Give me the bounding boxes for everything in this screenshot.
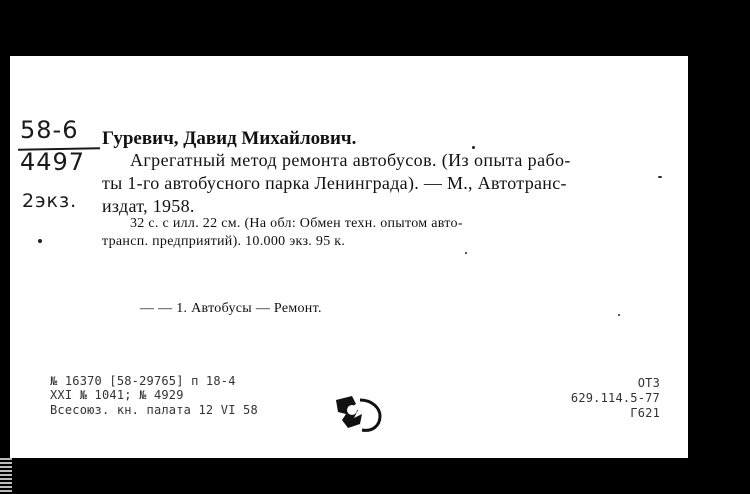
collation-line: 32 с. с илл. 22 см. (На обл: Обмен техн. опытом авто- bbox=[130, 216, 463, 231]
dust-speck bbox=[618, 314, 620, 316]
dust-speck bbox=[472, 146, 475, 149]
chamber-imprint: Всесоюз. кн. палата 12 VI 58 bbox=[50, 403, 258, 417]
registration-number: № 16370 [58-29765] п 18-4 bbox=[50, 374, 236, 388]
subject-tracing: — — 1. Автобусы — Ремонт. bbox=[140, 301, 322, 316]
title-line: ты 1-го автобусного парка Ленинграда). — М., Автотранс- bbox=[102, 173, 567, 193]
classification-code: ОТЗ bbox=[637, 376, 660, 390]
author-heading: Гуревич, Давид Михайлович. bbox=[102, 128, 357, 149]
handwritten-shelfmark-bottom: 4497 bbox=[20, 148, 86, 176]
scan-edge-strip bbox=[0, 458, 12, 494]
dust-speck bbox=[38, 239, 42, 243]
ink-stamp-icon bbox=[332, 394, 384, 434]
printing-number: XXI № 1041; № 4929 bbox=[50, 388, 184, 402]
title-line: Агрегатный метод ремонта автобусов. (Из опыта рабо- bbox=[130, 150, 571, 170]
imprint-line: издат, 1958. bbox=[102, 196, 195, 216]
dust-speck bbox=[658, 176, 662, 178]
handwritten-copies-note: 2экз. bbox=[22, 190, 78, 212]
dust-speck bbox=[465, 252, 467, 254]
udc-number: 629.114.5-77 bbox=[570, 391, 660, 405]
handwritten-shelfmark-top: 58-6 bbox=[20, 116, 79, 144]
catalog-card bbox=[10, 56, 688, 458]
author-mark: Г621 bbox=[630, 406, 660, 420]
collation-line: трансп. предприятий). 10.000 экз. 95 к. bbox=[102, 234, 346, 249]
